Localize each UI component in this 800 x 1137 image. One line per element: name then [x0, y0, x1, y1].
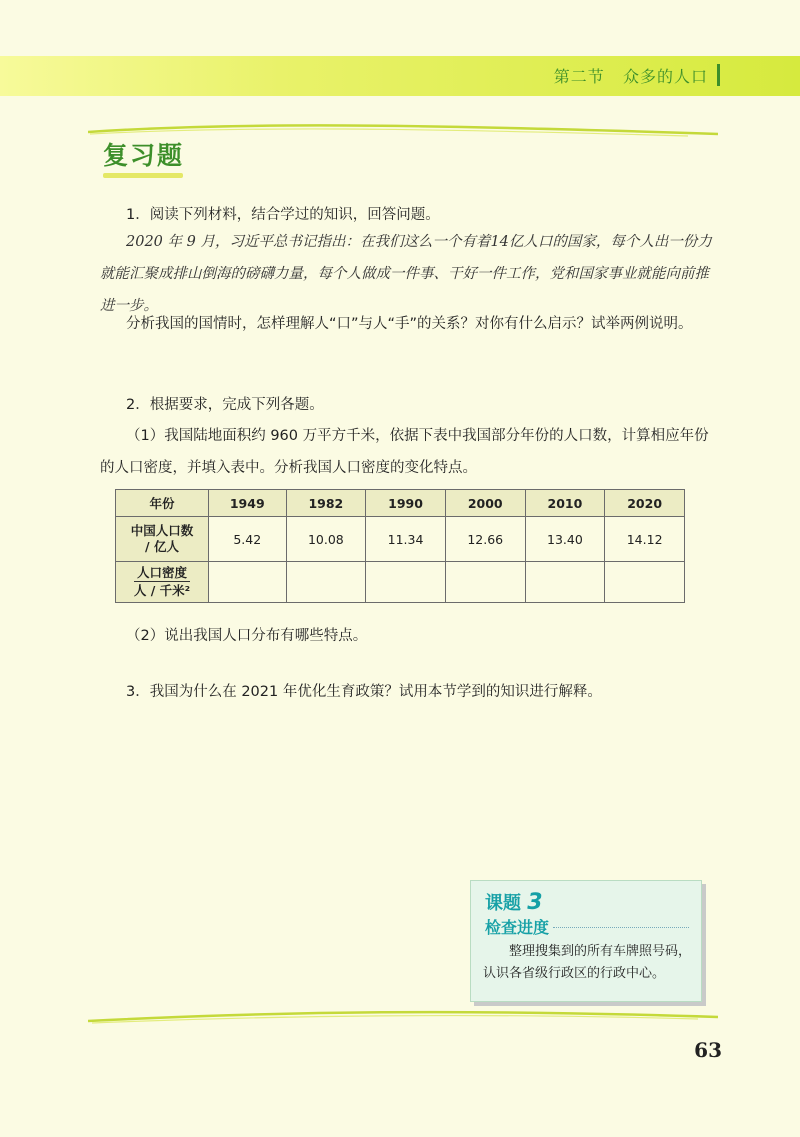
population-cell: 5.42: [209, 517, 287, 562]
q2-part1: [100, 420, 722, 484]
bottom-swoosh-line: [88, 1005, 718, 1035]
population-label-top: 中国人口数: [130, 523, 194, 538]
population-cell: 10.08: [286, 517, 366, 562]
task-card: [470, 880, 702, 1002]
year-cell: 2010: [525, 490, 605, 517]
year-cell: 2000: [445, 490, 525, 517]
density-input-cell[interactable]: [445, 562, 525, 603]
density-input-cell[interactable]: [366, 562, 446, 603]
population-cell: 11.34: [366, 517, 446, 562]
q1-material-text: 2020 年 9 月，习近平总书记指出：在我们这么一个有着14亿人口的国家，每个人出一份力就能汇聚成排山倒海的磅礴力量，每个人做成一件事、干好一件工作，党和国家事业就能向前推进一步。: [100, 234, 712, 314]
year-cell: 2020: [605, 490, 685, 517]
section-number: 第二节: [553, 67, 605, 86]
density-label-top: 人口密度: [136, 565, 187, 580]
year-cell: 1990: [366, 490, 446, 517]
population-header: [116, 517, 209, 562]
task-body-text: 整理搜集到的所有车牌照号码，认识各省级行政区的行政中心。: [483, 944, 692, 981]
q2-part2: （2）说出我国人口分布有哪些特点。: [126, 628, 368, 644]
population-cell: 14.12: [605, 517, 685, 562]
density-input-cell[interactable]: [605, 562, 685, 603]
population-cell: 12.66: [445, 517, 525, 562]
header-section-title: [554, 64, 708, 87]
q2-part1-text: （1）我国陆地面积约 960 万平方千米，依据下表中我国部分年份的人口数，计算相应年份的人口密度，并填入表中。分析我国人口密度的变化特点。: [100, 428, 709, 476]
density-label-bottom: 人 / 千米²: [133, 583, 191, 598]
q1-question: [100, 308, 722, 340]
review-title: 复习题: [103, 141, 185, 170]
table-row-years: [116, 490, 685, 517]
population-cell: 13.40: [525, 517, 605, 562]
population-label-bottom: / 亿人: [145, 539, 179, 554]
task-label: [485, 889, 543, 915]
q3-text: 3．我国为什么在 2021 年优化生育政策？试用本节学到的知识进行解释。: [126, 684, 602, 700]
year-cell: 1949: [209, 490, 287, 517]
table-row-density: [116, 562, 685, 603]
density-input-cell[interactable]: [286, 562, 366, 603]
q1-question-text: 分析我国的国情时，怎样理解人“口”与人“手”的关系？对你有什么启示？试举两例说明。: [126, 316, 693, 332]
task-divider: [553, 927, 689, 928]
population-table: [115, 489, 685, 603]
header-separator: [717, 64, 720, 86]
q1-stem: 1．阅读下列材料，结合学过的知识，回答问题。: [126, 207, 440, 223]
title-highlight: [103, 173, 183, 178]
section-name: 众多的人口: [622, 67, 708, 86]
density-input-cell[interactable]: [525, 562, 605, 603]
task-number: 3: [527, 890, 543, 915]
year-cell: 1982: [286, 490, 366, 517]
year-header: 年份: [116, 490, 209, 517]
task-subtitle: 检查进度: [485, 918, 550, 937]
table-row-population: [116, 517, 685, 562]
task-body: [483, 941, 693, 985]
density-header: [116, 562, 209, 603]
q2-stem: 2．根据要求，完成下列各题。: [126, 397, 324, 413]
density-input-cell[interactable]: [209, 562, 287, 603]
task-label-text: 课题: [485, 893, 521, 914]
page-number: 63: [694, 1038, 722, 1062]
